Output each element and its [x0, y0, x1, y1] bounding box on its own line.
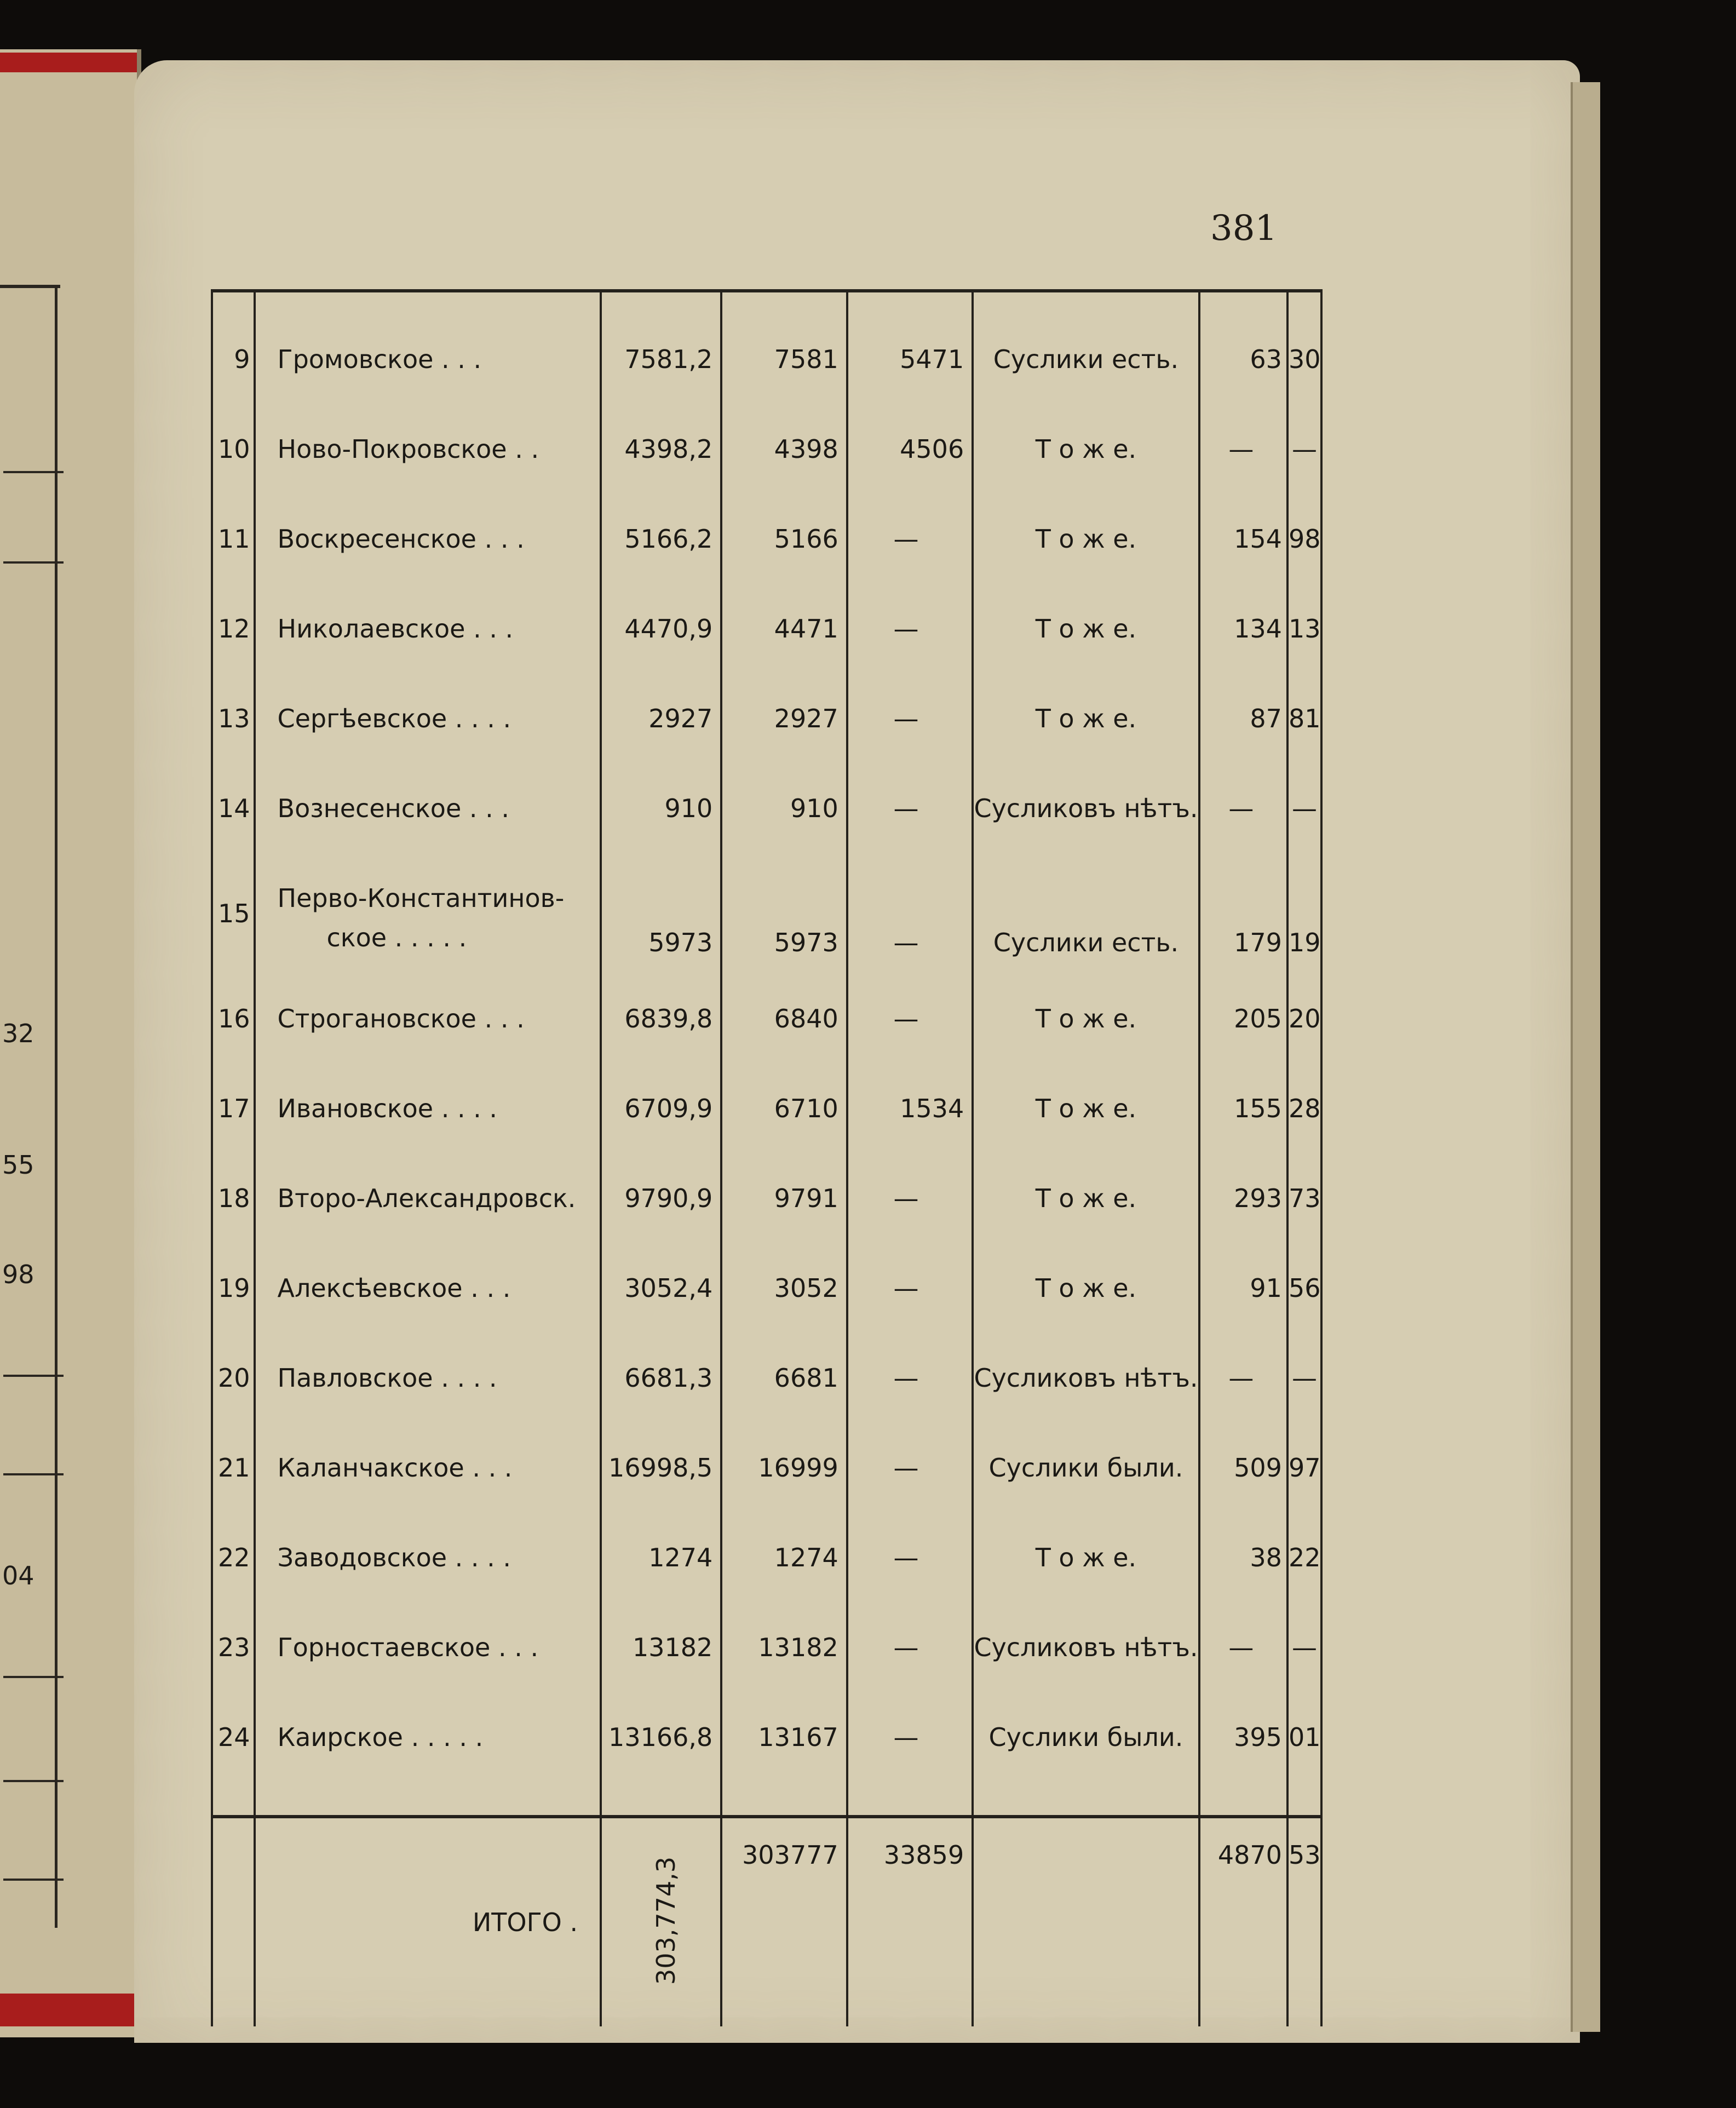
value-v3: — — [847, 853, 973, 974]
amount-rubles: 87 — [1199, 674, 1287, 763]
note: Суслики есть. — [973, 853, 1199, 974]
total-row — [212, 1817, 1321, 2026]
value-v3: 1534 — [847, 1064, 973, 1153]
value-v1: 1274 — [601, 1513, 721, 1602]
left-page-number: 04 — [2, 1561, 35, 1590]
total-value-v1 — [601, 1817, 721, 2026]
amount-kopecks: — — [1287, 1602, 1321, 1692]
table-row — [212, 853, 1321, 974]
village-name: Громовское . . . — [255, 314, 601, 404]
amount-kopecks: — — [1287, 1333, 1321, 1423]
note: Сусликовъ нѣтъ. — [973, 1333, 1199, 1423]
amount-kopecks: 28 — [1287, 1064, 1321, 1153]
note: Т о ж е. — [973, 584, 1199, 674]
value-v3: — — [847, 1153, 973, 1243]
note: Суслики были. — [973, 1423, 1199, 1513]
note: Сусликовъ нѣтъ. — [973, 763, 1199, 853]
row-number: 18 — [212, 1153, 255, 1243]
value-v1: 6839,8 — [601, 974, 721, 1064]
table-row — [212, 1602, 1321, 1692]
table-row — [212, 1064, 1321, 1153]
table-row — [212, 404, 1321, 494]
total-value-v2: 303777 — [721, 1817, 847, 2026]
value-v3: — — [847, 1602, 973, 1692]
row-number: 16 — [212, 974, 255, 1064]
table-row — [212, 494, 1321, 584]
value-v3: — — [847, 1423, 973, 1513]
left-page-rule — [0, 285, 60, 288]
amount-rubles: 154 — [1199, 494, 1287, 584]
left-page-edge — [0, 53, 137, 72]
left-page-number: 55 — [2, 1150, 35, 1180]
left-page-edge-bottom — [0, 1994, 137, 2026]
left-page-column-line — [55, 285, 58, 1928]
value-v3: — — [847, 763, 973, 853]
table-row — [212, 1333, 1321, 1423]
amount-rubles: 91 — [1199, 1243, 1287, 1333]
row-number: 10 — [212, 404, 255, 494]
value-v2: 6710 — [721, 1064, 847, 1153]
amount-rubles: 395 — [1199, 1692, 1287, 1782]
value-v2: 1274 — [721, 1513, 847, 1602]
amount-kopecks: 30 — [1287, 314, 1321, 404]
note: Т о ж е. — [973, 1243, 1199, 1333]
value-v2: 13182 — [721, 1602, 847, 1692]
value-v3: — — [847, 1333, 973, 1423]
village-name: Воскресенское . . . — [255, 494, 601, 584]
table-row — [212, 1692, 1321, 1782]
amount-rubles: — — [1199, 763, 1287, 853]
left-page-number: 32 — [2, 1019, 35, 1048]
village-name: Вознесенское . . . — [255, 763, 601, 853]
row-number: 12 — [212, 584, 255, 674]
village-name: Каланчакское . . . — [255, 1423, 601, 1513]
table-row — [212, 974, 1321, 1064]
amount-kopecks: — — [1287, 763, 1321, 853]
amount-rubles: 38 — [1199, 1513, 1287, 1602]
table-row — [212, 1153, 1321, 1243]
amount-kopecks: 97 — [1287, 1423, 1321, 1513]
value-v1: 5166,2 — [601, 494, 721, 584]
value-v1: 3052,4 — [601, 1243, 721, 1333]
row-number: 22 — [212, 1513, 255, 1602]
value-v3: — — [847, 674, 973, 763]
row-number: 13 — [212, 674, 255, 763]
village-name-line: ское . . . . . — [326, 923, 467, 952]
value-v2: 910 — [721, 763, 847, 853]
value-v2: 4471 — [721, 584, 847, 674]
row-number: 23 — [212, 1602, 255, 1692]
page-edge — [1571, 82, 1600, 2032]
table-row — [212, 584, 1321, 674]
village-name: Павловское . . . . — [255, 1333, 601, 1423]
total-value-v3: 33859 — [847, 1817, 973, 2026]
page-number: 381 — [1210, 208, 1278, 249]
amount-rubles: — — [1199, 1602, 1287, 1692]
row-number: 17 — [212, 1064, 255, 1153]
amount-kopecks: 13 — [1287, 584, 1321, 674]
row-number: 15 — [212, 853, 255, 974]
value-v1: 4398,2 — [601, 404, 721, 494]
value-v2: 4398 — [721, 404, 847, 494]
total-kopecks: 53 — [1287, 1817, 1321, 2026]
left-page-rule — [3, 1879, 64, 1881]
note: Т о ж е. — [973, 1513, 1199, 1602]
value-v3: — — [847, 1243, 973, 1333]
value-v1: 2927 — [601, 674, 721, 763]
amount-kopecks: 01 — [1287, 1692, 1321, 1782]
value-v1: 13182 — [601, 1602, 721, 1692]
value-v2: 16999 — [721, 1423, 847, 1513]
village-name: Алексѣевское . . . — [255, 1243, 601, 1333]
left-page-rule — [3, 1375, 64, 1377]
note: Т о ж е. — [973, 974, 1199, 1064]
left-page-rule — [3, 1473, 64, 1475]
value-v1: 16998,5 — [601, 1423, 721, 1513]
left-page-rule — [3, 561, 64, 564]
note: Т о ж е. — [973, 674, 1199, 763]
value-v2: 6840 — [721, 974, 847, 1064]
table-row — [212, 1513, 1321, 1602]
row-number: 9 — [212, 314, 255, 404]
value-v2: 3052 — [721, 1243, 847, 1333]
village-name: Ивановское . . . . — [255, 1064, 601, 1153]
value-v3: — — [847, 1513, 973, 1602]
village-name: Второ-Александровск. — [255, 1153, 601, 1243]
left-page-number: 98 — [2, 1260, 35, 1289]
value-v2: 5973 — [721, 853, 847, 974]
value-v3: — — [847, 584, 973, 674]
value-v1: 4470,9 — [601, 584, 721, 674]
note: Суслики есть. — [973, 314, 1199, 404]
table-row — [212, 763, 1321, 853]
value-v2: 5166 — [721, 494, 847, 584]
village-name: Ново-Покровское . . — [255, 404, 601, 494]
amount-rubles: — — [1199, 1333, 1287, 1423]
value-v2: 2927 — [721, 674, 847, 763]
row-number: 19 — [212, 1243, 255, 1333]
row-number: 20 — [212, 1333, 255, 1423]
row-number: 11 — [212, 494, 255, 584]
total-label: ИТОГО . — [255, 1817, 601, 2026]
row-number: 14 — [212, 763, 255, 853]
amount-rubles: 205 — [1199, 974, 1287, 1064]
value-v2: 6681 — [721, 1333, 847, 1423]
amount-kopecks: 20 — [1287, 974, 1321, 1064]
row-number: 21 — [212, 1423, 255, 1513]
value-v1: 7581,2 — [601, 314, 721, 404]
value-v3: 5471 — [847, 314, 973, 404]
village-name: Сергѣевское . . . . — [255, 674, 601, 763]
village-name: Строгановское . . . — [255, 974, 601, 1064]
note: Т о ж е. — [973, 1064, 1199, 1153]
amount-kopecks: 22 — [1287, 1513, 1321, 1602]
value-v2: 7581 — [721, 314, 847, 404]
left-page-rule — [3, 471, 64, 473]
amount-kopecks: 56 — [1287, 1243, 1321, 1333]
table-top-rule — [212, 291, 1321, 314]
amount-kopecks: 98 — [1287, 494, 1321, 584]
table-row — [212, 674, 1321, 763]
value-v3: — — [847, 974, 973, 1064]
value-v3: — — [847, 1692, 973, 1782]
value-v3: — — [847, 494, 973, 584]
value-v1: 6681,3 — [601, 1333, 721, 1423]
total-value-v1-text: 303,774,3 — [651, 1856, 681, 1985]
amount-kopecks: 81 — [1287, 674, 1321, 763]
value-v1: 13166,8 — [601, 1692, 721, 1782]
amount-rubles: 63 — [1199, 314, 1287, 404]
note: Т о ж е. — [973, 1153, 1199, 1243]
village-name: Заводовское . . . . — [255, 1513, 601, 1602]
value-v2: 13167 — [721, 1692, 847, 1782]
value-v1: 6709,9 — [601, 1064, 721, 1153]
left-page-rule — [3, 1780, 64, 1782]
amount-rubles: 155 — [1199, 1064, 1287, 1153]
amount-kopecks: 73 — [1287, 1153, 1321, 1243]
amount-rubles: 509 — [1199, 1423, 1287, 1513]
value-v1: 910 — [601, 763, 721, 853]
table-row — [212, 1243, 1321, 1333]
village-name: Горностаевское . . . — [255, 1602, 601, 1692]
table-row — [212, 1423, 1321, 1513]
village-name-line: Перво-Константинов- — [277, 883, 565, 913]
value-v3: 4506 — [847, 404, 973, 494]
row-number: 24 — [212, 1692, 255, 1782]
total-rubles: 4870 — [1199, 1817, 1287, 2026]
amount-rubles: 134 — [1199, 584, 1287, 674]
left-page-rule — [3, 1676, 64, 1678]
village-name — [255, 853, 601, 974]
amount-kopecks: — — [1287, 404, 1321, 494]
table-row — [212, 314, 1321, 404]
amount-kopecks: 19 — [1287, 853, 1321, 974]
note: Т о ж е. — [973, 404, 1199, 494]
ledger-table — [211, 289, 1323, 2026]
value-v1: 9790,9 — [601, 1153, 721, 1243]
village-name: Каирское . . . . . — [255, 1692, 601, 1782]
village-name: Николаевское . . . — [255, 584, 601, 674]
amount-rubles: 179 — [1199, 853, 1287, 974]
amount-rubles: — — [1199, 404, 1287, 494]
note: Сусликовъ нѣтъ. — [973, 1602, 1199, 1692]
value-v1: 5973 — [601, 853, 721, 974]
amount-rubles: 293 — [1199, 1153, 1287, 1243]
note: Суслики были. — [973, 1692, 1199, 1782]
note: Т о ж е. — [973, 494, 1199, 584]
table-spacer — [212, 1782, 1321, 1817]
value-v2: 9791 — [721, 1153, 847, 1243]
